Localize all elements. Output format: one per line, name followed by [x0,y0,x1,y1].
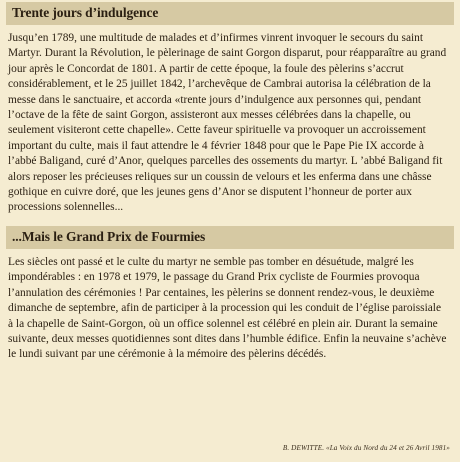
section-title-indulgence: Trente jours d’indulgence [12,5,159,20]
paragraph-grand-prix: Les siècles ont passé et le culte du martyr ne semble pas tomber en désuétude, malgré les impondérables : en 1978 et 1979, le passage du Grand Prix cycliste de Fourmies provoqua l’annulation des cérémonies ! Par centaines, les pèlerins se donnent rendez-vous, le deuxième dimanche de septembre, afin de participer à la procession qui les conduit de l’église paroissiale à la chapelle de Saint-Gorgon, où un office solennel est célébré en plein air. Durant la semaine suivante, deux messes quotidiennes sont dites dans l’humble édifice. Enfin la neuvaine s’achève le lundi suivant par une cérémonie à la mémoire des pèlerins décédés. [8,255,447,361]
section-title-grand-prix: ...Mais le Grand Prix de Fourmies [12,228,206,244]
section-title-box-1 [6,2,454,25]
section-title-box-2 [6,226,454,249]
source-citation: B. DEWITTE. «La Voix du Nord du 24 et 26 Avril 1981» [282,444,450,452]
paragraph-indulgence: Jusqu’en 1789, une multitude de malades et d’infirmes vinrent invoquer le secours du saint Martyr. Durant la Révolution, le pèlerinage de saint Gorgon disparut, pour réapparaître au grand jour après le Concordat de 1801. A partir de cette époque, la foule des pèlerins s’accrut considérablement, et le 25 juillet 1842, l’archevêque de Cambrai autorisa la célébration de la messe dans le sanctuaire, et accorda «trente jours d’indulgence aux personnes qui, pendant l’octave de la fête de saint Gorgon, assisteront aux messes célébrées dans la chapelle, ou seulement visiteront cette chapelle». Cette faveur spirituelle va provoquer un accroissement important du culte, mais il faut attendre le 4 février 1848 pour que le Pape Pie IX accorde à l’abbé Baligand, curé d’Anor, quelques parcelles des ossements du martyr. L ’abbé Baligand fit alors reposer les précieuses reliques sur un coussin de velours et les enferma dans une châsse gothique en cuivre doré, que les jeunes gens d’Anor se disputent l’honneur de porter aux processions solennelles... [8,32,447,214]
